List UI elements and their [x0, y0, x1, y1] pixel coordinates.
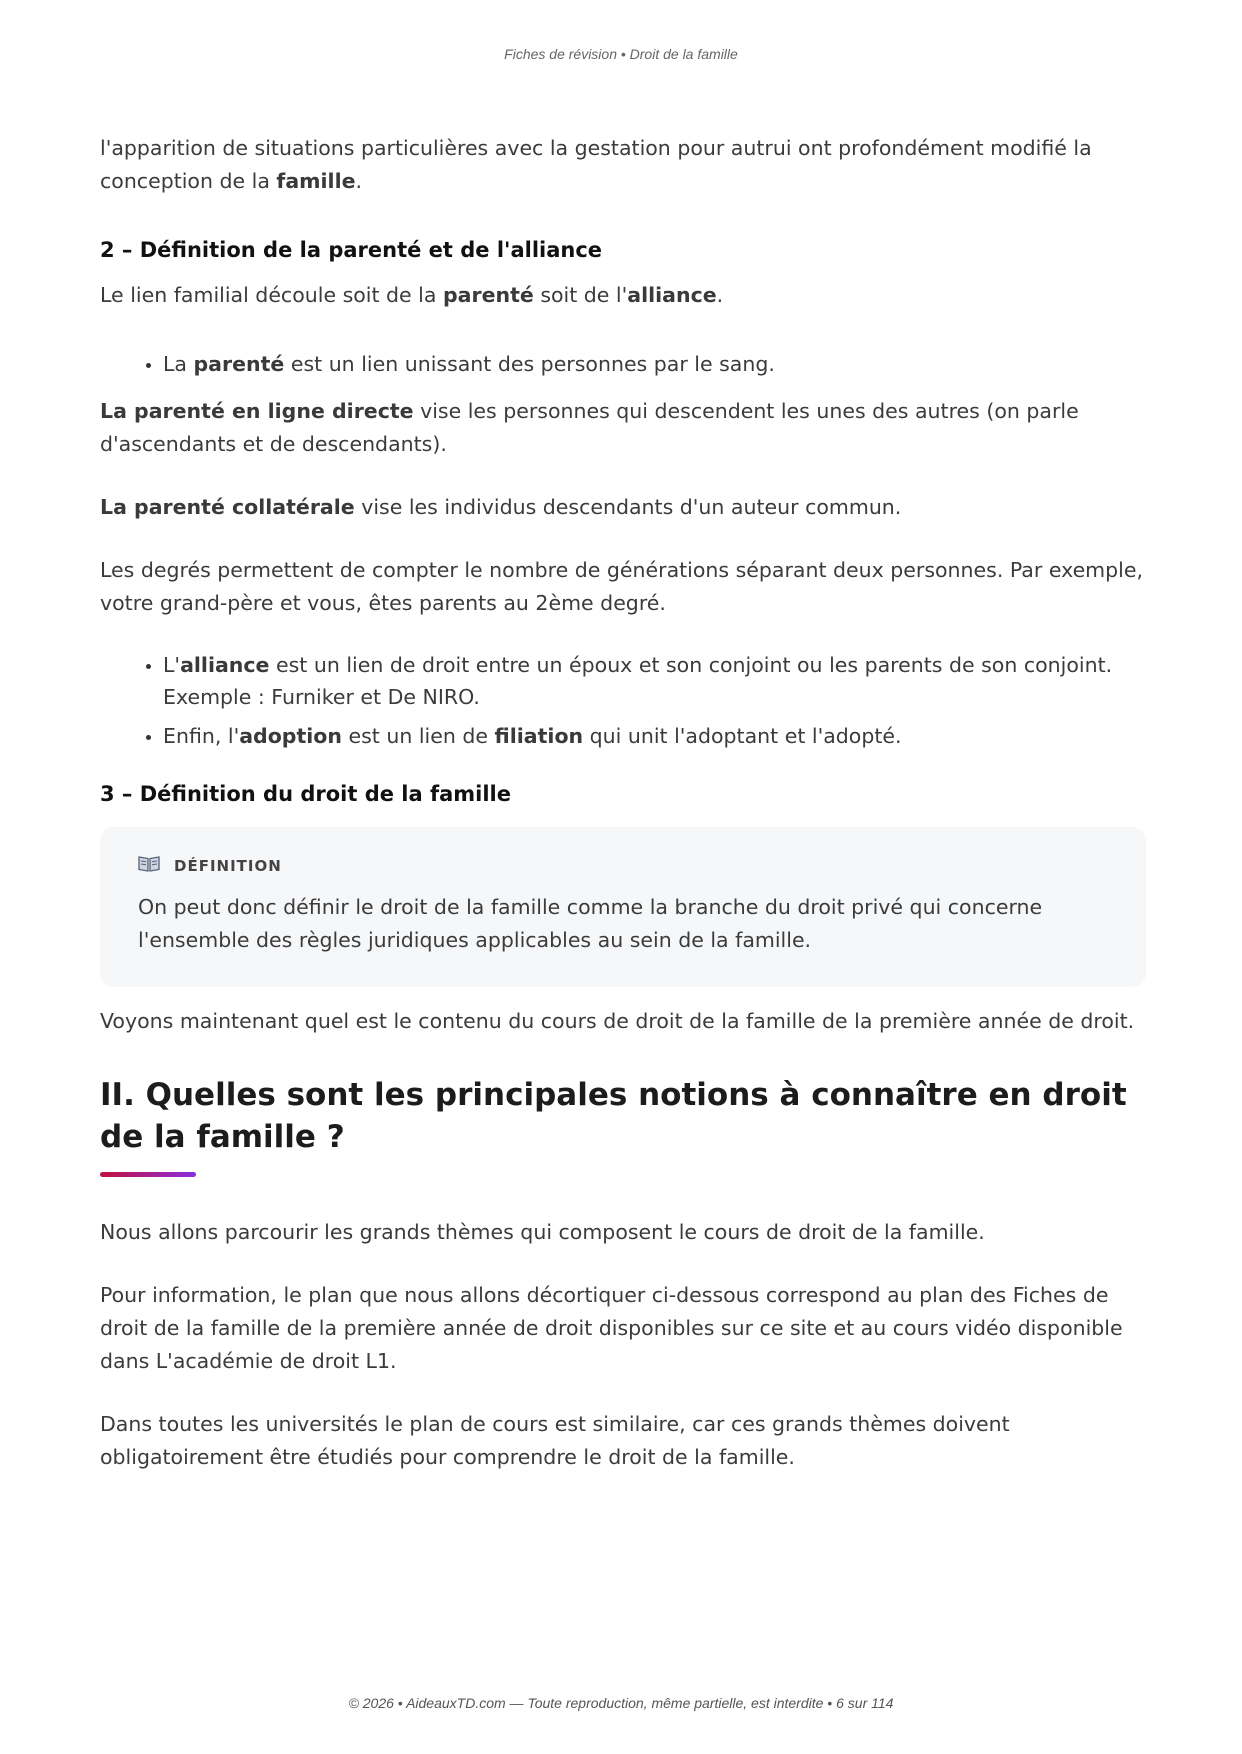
section2-heading: 2 – Définition de la parenté et de l'alliance	[100, 238, 603, 262]
bullet1-bold: parenté	[193, 352, 285, 376]
bullet2-bold: alliance	[180, 653, 270, 677]
page-content	[100, 136, 1146, 1474]
lead-text-a: Le lien familial découle soit de la	[100, 283, 443, 307]
after-definition-paragraph: Voyons maintenant quel est le contenu du cours de droit de la famille de la première année de droit.	[100, 1009, 1135, 1033]
heading-underline	[100, 1172, 196, 1177]
part-ii-paragraph-3: Dans toutes les universités le plan de cours est similaire, car ces grands thèmes doivent obligatoirement être étudiés pour comprendre le droit de la famille.	[100, 1412, 1010, 1469]
collateral-paragraph	[100, 491, 1146, 524]
definition-header	[138, 855, 1108, 877]
open-book-icon	[138, 855, 160, 877]
intro-end: .	[355, 169, 363, 193]
bullet1-a: La	[163, 352, 194, 376]
list-item	[163, 348, 1146, 380]
degrees-paragraph: Les degrés permettent de compter le nombre de générations séparant deux personnes. Par exemple, votre grand-père et vous, êtes parents au 2ème degré.	[100, 558, 1143, 615]
bullet3-bold-adoption: adoption	[239, 724, 342, 748]
running-header: Fiches de révision • Droit de la famille	[504, 46, 738, 62]
page-footer: © 2026 • AideauxTD.com — Toute reproduction, même partielle, est interdite • 6 sur 114	[348, 1695, 894, 1711]
direct-line-bold: La parenté en ligne directe	[100, 399, 414, 423]
lead-bold-alliance: alliance	[627, 283, 717, 307]
intro-text: l'apparition de situations particulières avec la gestation pour autrui ont profondément modifié la conception de la	[100, 136, 1092, 193]
list-item	[163, 649, 1146, 713]
bullet-list-alliance	[100, 649, 1146, 752]
collateral-bold: La parenté collatérale	[100, 495, 355, 519]
bullet2-c: est un lien de droit entre un époux et son conjoint ou les parents de son conjoint. Exemple : Furniker et De NIRO.	[163, 653, 1113, 709]
definition-box	[100, 827, 1146, 987]
lead-bold-parente: parenté	[442, 283, 534, 307]
bullet3-a: Enfin, l'	[163, 724, 240, 748]
definition-label: DÉFINITION	[174, 857, 282, 875]
bullet3-c: est un lien de	[342, 724, 495, 748]
lead-text-end: .	[716, 283, 724, 307]
lead-text-mid: soit de l'	[533, 283, 628, 307]
section2-lead	[100, 279, 1146, 312]
intro-bold: famille	[276, 169, 356, 193]
direct-line-paragraph	[100, 395, 1146, 461]
part-ii-heading: II. Quelles sont les principales notions à connaître en droit de la famille ?	[100, 1077, 1127, 1155]
section3-heading: 3 – Définition du droit de la famille	[100, 782, 511, 806]
bullet1-c: est un lien unissant des personnes par le sang.	[284, 352, 775, 376]
definition-text: On peut donc définir le droit de la famille comme la branche du droit privé qui concerne l'ensemble des règles juridiques applicables au sein de la famille.	[138, 895, 1043, 952]
intro-paragraph	[100, 132, 1146, 198]
part-ii-paragraph-2: Pour information, le plan que nous allons décortiquer ci-dessous correspond au plan des Fiches de droit de la famille de la première année de droit disponibles sur ce site et au cours vidéo disponible dans L'académie de droit L1.	[100, 1283, 1123, 1373]
bullet3-bold-filiation: filiation	[494, 724, 584, 748]
bullet3-e: qui unit l'adoptant et l'adopté.	[583, 724, 902, 748]
part-ii-paragraph-1: Nous allons parcourir les grands thèmes qui composent le cours de droit de la famille.	[100, 1220, 985, 1244]
collateral-text: vise les individus descendants d'un auteur commun.	[354, 495, 902, 519]
list-item	[163, 720, 1146, 752]
bullet2-a: L'	[163, 653, 181, 677]
direct-line-text: vise les personnes qui descendent les unes des autres (on parle d'ascendants et de descendants).	[100, 399, 1079, 456]
bullet-list-parente	[100, 348, 1146, 380]
